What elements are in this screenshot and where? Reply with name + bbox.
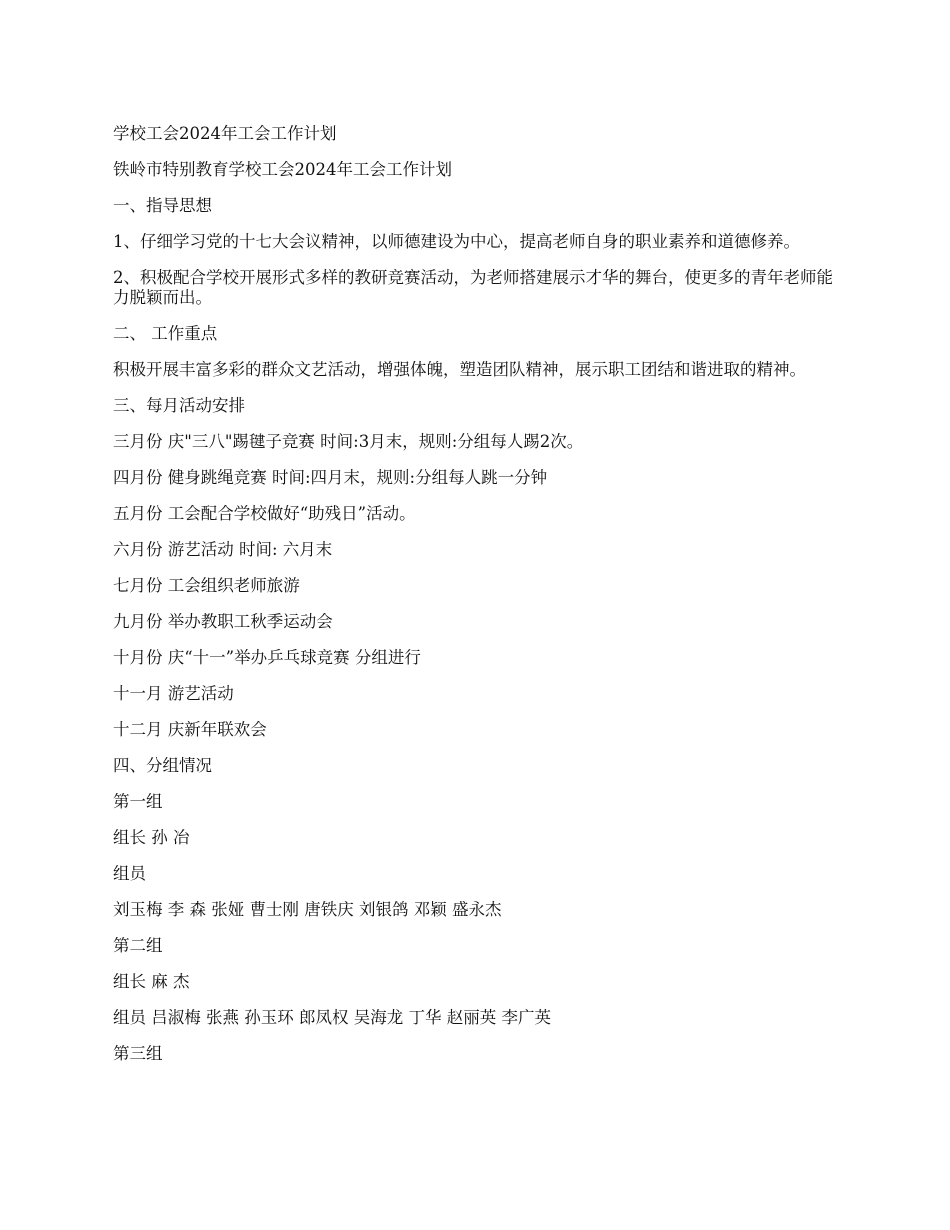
paragraph-work-focus: 积极开展丰富多彩的群众文艺活动，增强体魄，塑造团队精神，展示职工团结和谐进取的精神。 [113, 360, 806, 379]
section-heading-work-focus: 二、 工作重点 [113, 324, 218, 343]
section-heading-groups: 四、分组情况 [113, 756, 212, 775]
group-1-members: 刘玉梅 李 森 张娅 曹士刚 唐铁庆 刘银鸽 邓颖 盛永杰 [113, 900, 502, 919]
document-subtitle: 铁岭市特别教育学校工会2024年工会工作计划 [113, 160, 452, 179]
group-1-heading: 第一组 [113, 792, 163, 811]
schedule-september: 九月份 举办教职工秋季运动会 [113, 612, 333, 631]
schedule-june: 六月份 游艺活动 时间: 六月末 [113, 540, 333, 559]
group-1-leader: 组长 孙 冶 [113, 828, 190, 847]
schedule-march: 三月份 庆"三八"踢毽子竞赛 时间:3月末，规则:分组每人踢2次。 [113, 432, 584, 451]
group-1-members-label: 组员 [113, 864, 146, 883]
schedule-july: 七月份 工会组织老师旅游 [113, 576, 300, 595]
schedule-october: 十月份 庆“十一”举办乒乓球竞赛 分组进行 [113, 648, 421, 667]
document-title: 学校工会2024年工会工作计划 [113, 124, 337, 143]
schedule-may: 五月份 工会配合学校做好“助残日”活动。 [113, 504, 416, 523]
group-2-leader: 组长 麻 杰 [113, 972, 190, 991]
paragraph-item-2: 2、积极配合学校开展形式多样的教研竞赛活动，为老师搭建展示才华的舞台，使更多的青年老师能力脱颖而出。 [113, 268, 833, 307]
group-2-members: 组员 吕淑梅 张燕 孙玉环 郎凤权 吴海龙 丁华 赵丽英 李广英 [113, 1008, 551, 1027]
group-2-heading: 第二组 [113, 936, 163, 955]
schedule-december: 十二月 庆新年联欢会 [113, 720, 267, 739]
schedule-april: 四月份 健身跳绳竞赛 时间:四月末，规则:分组每人跳一分钟 [113, 468, 548, 487]
group-3-heading: 第三组 [113, 1044, 163, 1063]
section-heading-monthly-schedule: 三、每月活动安排 [113, 396, 245, 415]
schedule-november: 十一月 游艺活动 [113, 684, 234, 703]
document-body [113, 124, 843, 1080]
section-heading-guiding-thought: 一、指导思想 [113, 196, 212, 215]
paragraph-item-1: 1、仔细学习党的十七大会议精神，以师德建设为中心，提高老师自身的职业素养和道德修养。 [113, 232, 800, 251]
